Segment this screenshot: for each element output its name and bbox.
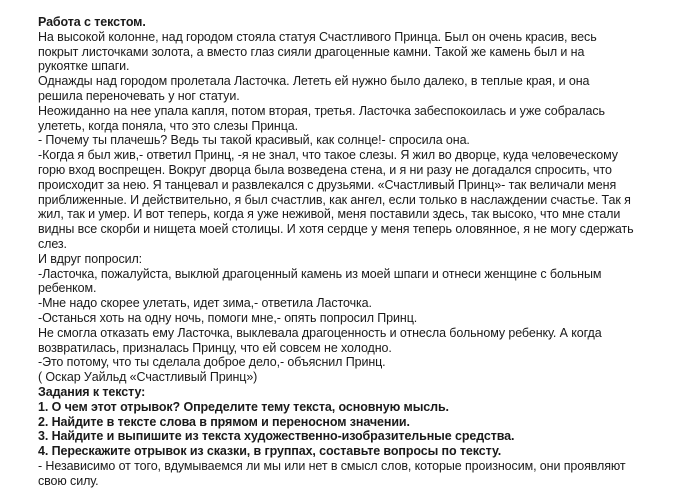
text-line: -Мне надо скорее улетать, идет зима,- ответила Ласточка. <box>38 296 372 311</box>
text-line: жил, так и умер. И вот теперь, когда я уже неживой, меня поставили здесь, так высоко, что мне стали <box>38 207 621 222</box>
text-line: - Почему ты плачешь? Ведь ты такой красивый, как солнце!- спросила она. <box>38 133 470 148</box>
footer-line: - Независимо от того, вдумываемся ли мы или нет в смысл слов, которые произносим, они проявляют <box>38 458 626 473</box>
text-line: улететь, когда поняла, что это слезы Принца. <box>38 118 299 133</box>
text-line: видны все скорби и нищета моей столицы. И хотя сердце у меня теперь оловянное, я не могу сдержать <box>38 222 634 237</box>
text-line: -Это потому, что ты сделала доброе дело,- объяснил Принц. <box>38 355 386 370</box>
text-line: Однажды над городом пролетала Ласточка. Лететь ей нужно было далеко, в теплые края, и она <box>38 74 590 89</box>
task-item: 1. О чем этот отрывок? Определите тему текста, основную мысль. <box>38 399 449 414</box>
text-line: Неожиданно на нее упала капля, потом вторая, третья. Ласточка забеспокоилась и уже собралась <box>38 103 605 118</box>
text-line: покрыт листочками золота, а вместо глаз сияли драгоценные камни. Такой же камень был и на <box>38 44 585 59</box>
text-line: И вдруг попросил: <box>38 251 143 266</box>
text-line: горю вход воспрещен. Вокруг дворца была возведена стена, и я ни разу не догадался спросить, что <box>38 162 612 177</box>
text-line: Не смогла отказать ему Ласточка, выклевала драгоценность и отнесла больному ребенку. А когда <box>38 325 602 340</box>
text-line: ребенком. <box>38 281 97 296</box>
tasks-heading: Задания к тексту: <box>38 384 146 399</box>
task-item: 4. Перескажите отрывок из сказки, в группах, составьте вопросы по тексту. <box>38 444 502 459</box>
text-line: На высокой колонне, над городом стояла статуя Счастливого Принца. Был он очень красив, весь <box>38 29 597 44</box>
text-line: слез. <box>38 236 67 251</box>
text-line: -Останься хоть на одну ночь, помоги мне,- опять попросил Принц. <box>38 310 418 325</box>
source-attribution: ( Оскар Уайльд «Счастливый Принц») <box>38 370 258 385</box>
document-title: Работа с текстом. <box>38 15 146 29</box>
text-line: происходит за нею. Я танцевал и развлекался с друзьями. «Счастливый Принц»- так величали меня <box>38 177 617 192</box>
footer-line: свою силу. <box>38 473 99 488</box>
task-item: 2. Найдите в тексте слова в прямом и переносном значении. <box>38 414 410 429</box>
task-item: 3. Найдите и выпишите из текста художественно-изобразительные средства. <box>38 429 515 444</box>
text-line: -Когда я был жив,- ответил Принц, -я не знал, что такое слезы. Я жил во дворце, куда человеческому <box>38 148 618 163</box>
text-line: возвратилась, призналась Принцу, что ей совсем не холодно. <box>38 340 392 355</box>
text-line: приближенные. И действительно, я был счастлив, как ангел, если только в наслаждении счастье. Так я <box>38 192 631 207</box>
text-line: решила переночевать у ног статуи. <box>38 88 240 103</box>
text-line: -Ласточка, пожалуйста, выклюй драгоценный камень из моей шпаги и отнеси женщине с больным <box>38 266 602 281</box>
text-line: рукоятке шпаги. <box>38 59 130 74</box>
